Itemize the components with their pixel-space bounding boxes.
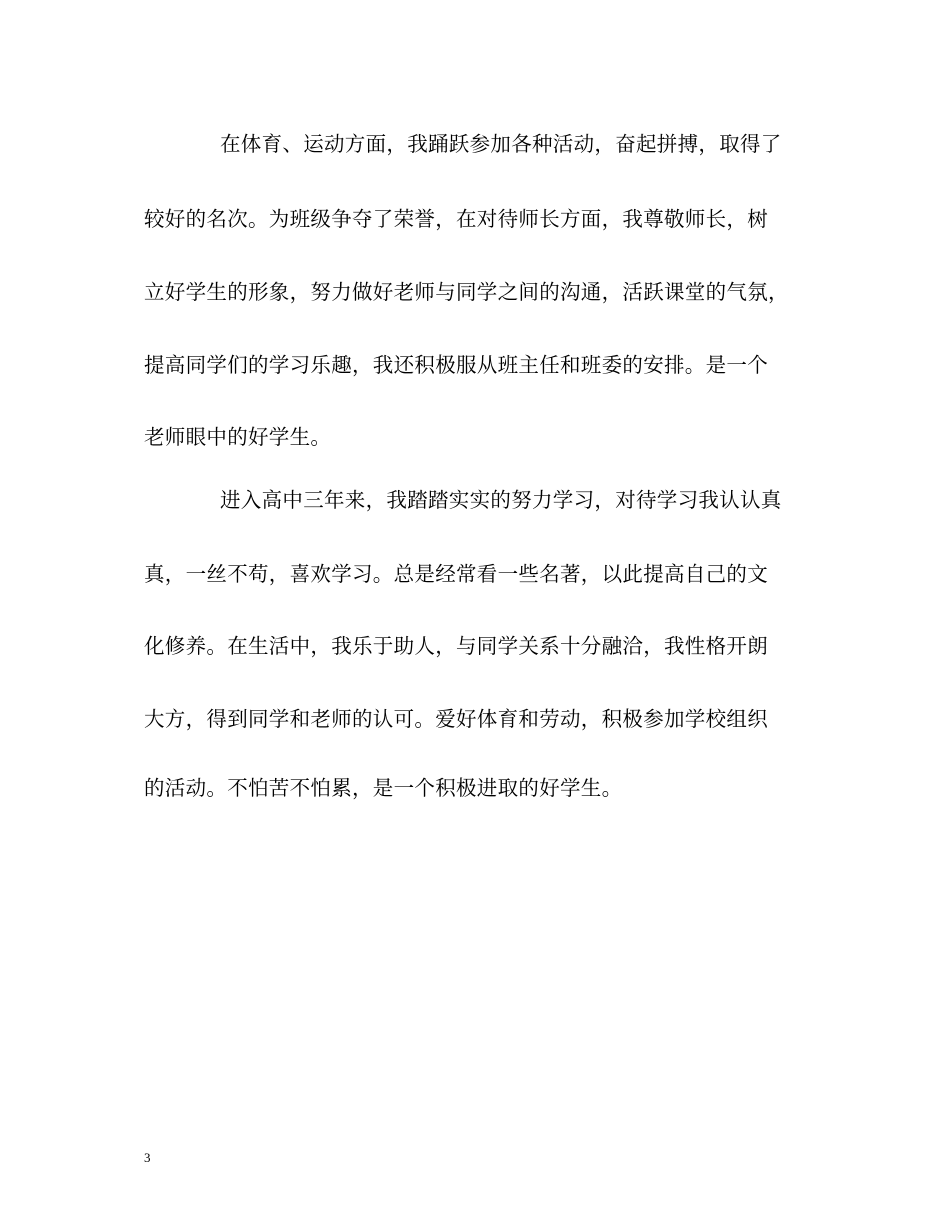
paragraph-line: 在体育、运动方面，我踊跃参加各种活动，奋起拼搏，取得了 [220, 132, 782, 156]
paragraph-line: 立好学生的形象，努力做好老师与同学之间的沟通，活跃课堂的气氛， [144, 280, 789, 304]
paragraph-line: 真，一丝不苟，喜欢学习。总是经常看一些名著，以此提高自己的文 [144, 562, 768, 586]
paragraph-line: 提高同学们的学习乐趣，我还积极服从班主任和班委的安排。是一个 [144, 353, 768, 377]
paragraph-line: 大方，得到同学和老师的认可。爱好体育和劳动，积极参加学校组织 [144, 707, 768, 731]
paragraph-line: 进入高中三年来，我踏踏实实的努力学习，对待学习我认认真 [220, 488, 782, 512]
paragraph-line: 化修养。在生活中，我乐于助人，与同学关系十分融洽，我性格开朗 [144, 634, 768, 658]
paragraph-line: 较好的名次。为班级争夺了荣誉，在对待师长方面，我尊敬师长，树 [144, 207, 768, 231]
page-number: 3 [144, 1150, 151, 1165]
paragraph-line: 老师眼中的好学生。 [144, 425, 332, 449]
paragraph-line: 的活动。不怕苦不怕累，是一个积极进取的好学生。 [144, 776, 623, 800]
